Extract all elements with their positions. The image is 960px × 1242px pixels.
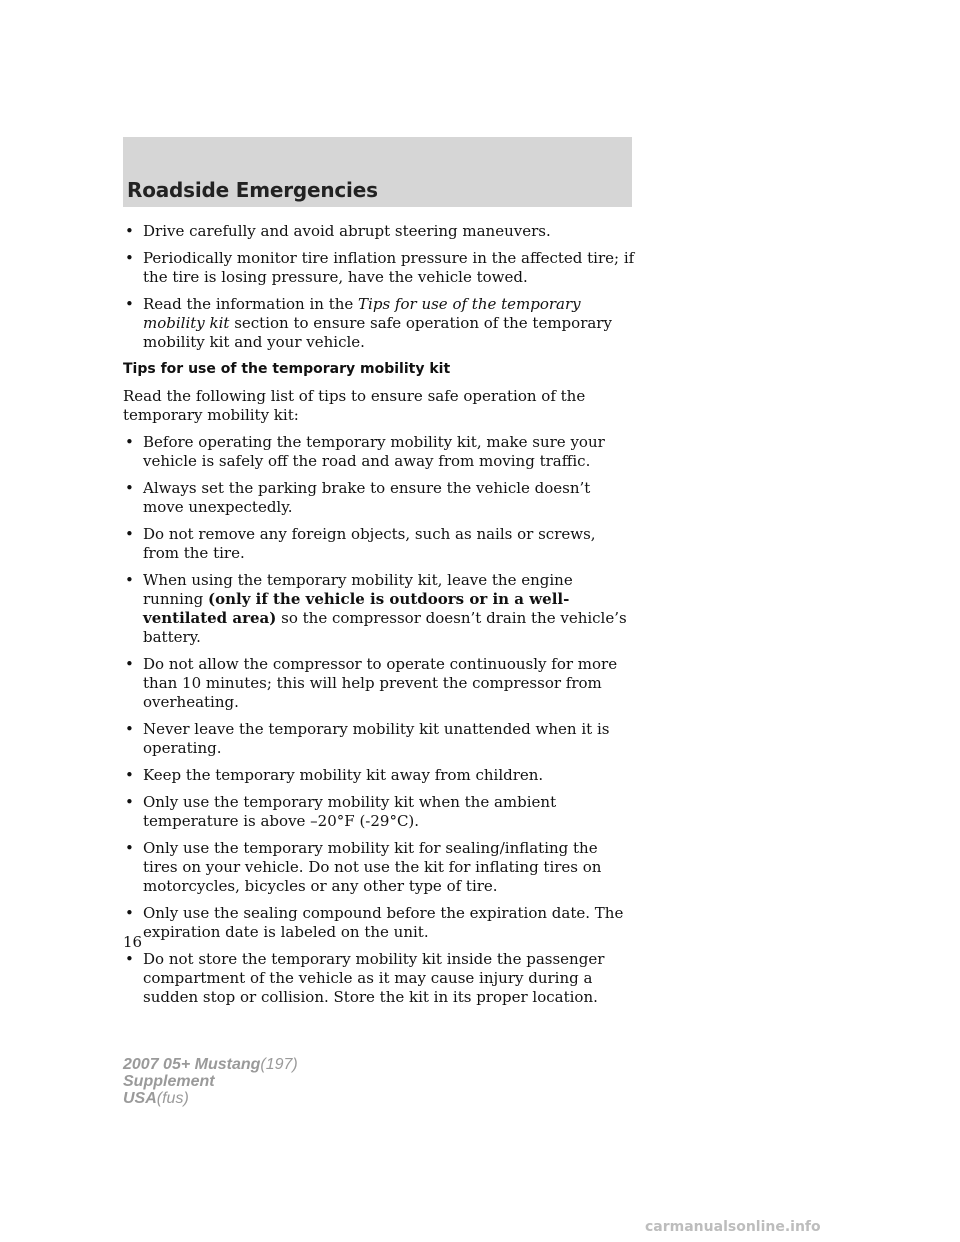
list-item — [123, 950, 635, 1007]
footer-line-type — [123, 1073, 298, 1090]
cross-reference-title: Tips for use of the temporary mobility kit — [143, 295, 581, 332]
footer-model-code: (197) — [260, 1056, 298, 1073]
footer-model: 2007 05+ Mustang — [123, 1056, 261, 1073]
list-item-text: Drive carefully and avoid abrupt steering maneuvers. — [143, 222, 551, 240]
list-item — [123, 295, 635, 352]
list-item-text: so the compressor doesn’t drain the vehicle’s battery. — [143, 609, 627, 646]
bullet-icon: • — [125, 479, 134, 497]
list-item — [123, 433, 635, 471]
list-item — [123, 571, 635, 647]
list-item-text: Do not allow the compressor to operate continuously for more than 10 minutes; this will help prevent the compressor from overheating. — [143, 655, 618, 711]
page-number: 16 — [123, 933, 143, 951]
list-item — [123, 249, 635, 287]
document-footer — [123, 1056, 298, 1107]
tips-intro: Read the following list of tips to ensure safe operation of the temporary mobility kit: — [123, 387, 586, 424]
list-item-text: Only use the temporary mobility kit for sealing/inflating the tires on your vehicle. Do not use the kit for inflating tires on motorcycles, bicycles or any other type of tire. — [143, 839, 602, 895]
bullet-icon: • — [125, 766, 134, 784]
page-content — [123, 222, 635, 1015]
bullet-icon: • — [125, 720, 134, 738]
list-item — [123, 479, 635, 517]
bullet-icon: • — [125, 249, 134, 267]
bullet-icon: • — [125, 571, 134, 589]
ventilation-warning: (only if the vehicle is outdoors or in a well-ventilated area) — [143, 590, 570, 627]
bullet-icon: • — [125, 950, 134, 968]
list-item — [123, 720, 635, 758]
footer-region-code: (fus) — [156, 1090, 189, 1107]
list-item — [123, 655, 635, 712]
footer-line-region — [123, 1090, 298, 1107]
footer-region: USA — [123, 1090, 157, 1107]
list-item — [123, 904, 635, 942]
bullet-icon: • — [125, 655, 134, 673]
list-item-text: When using the temporary mobility kit, leave the engine running — [143, 571, 573, 608]
list-item-text: Do not store the temporary mobility kit inside the passenger compartment of the vehicle as it may cause injury during a sudden stop or collision. Store the kit in its proper location. — [143, 950, 605, 1006]
list-item-text: Do not remove any foreign objects, such as nails or screws, from the tire. — [143, 525, 596, 562]
list-item-text: section to ensure safe operation of the temporary mobility kit and your vehicle. — [143, 314, 612, 351]
list-item-text: Always set the parking brake to ensure the vehicle doesn’t move unexpectedly. — [143, 479, 591, 516]
list-item-text: Before operating the temporary mobility kit, make sure your vehicle is safely off the road and away from moving traffic. — [143, 433, 605, 470]
tips-heading: Tips for use of the temporary mobility kit — [123, 361, 451, 377]
list-item-text: Only use the temporary mobility kit when the ambient temperature is above –20°F (-29°C). — [143, 793, 557, 830]
list-item — [123, 766, 635, 785]
list-item — [123, 525, 635, 563]
bullet-icon: • — [125, 904, 134, 922]
bullet-icon: • — [125, 793, 134, 811]
list-item — [123, 222, 635, 241]
section-header-band — [123, 137, 632, 207]
list-item-text: Periodically monitor tire inflation pressure in the affected tire; if the tire is losing pressure, have the vehicle towed. — [143, 249, 635, 286]
list-item-text: Only use the sealing compound before the expiration date. The expiration date is labeled on the unit. — [143, 904, 624, 941]
list-item-text: Never leave the temporary mobility kit unattended when it is operating. — [143, 720, 610, 757]
bullet-icon: • — [125, 222, 134, 240]
footer-doc-type: Supplement — [123, 1073, 215, 1090]
watermark-text: carmanualsonline.info — [645, 1219, 821, 1235]
section-title: Roadside Emergencies — [127, 178, 378, 202]
bullet-icon: • — [125, 525, 134, 543]
list-item — [123, 793, 635, 831]
bullet-icon: • — [125, 295, 134, 313]
bullet-icon: • — [125, 433, 134, 451]
list-item — [123, 839, 635, 896]
list-item-text: Read the information in the — [143, 295, 359, 313]
footer-line-model — [123, 1056, 298, 1073]
bullet-icon: • — [125, 839, 134, 857]
list-item-text: Keep the temporary mobility kit away from children. — [143, 766, 544, 784]
